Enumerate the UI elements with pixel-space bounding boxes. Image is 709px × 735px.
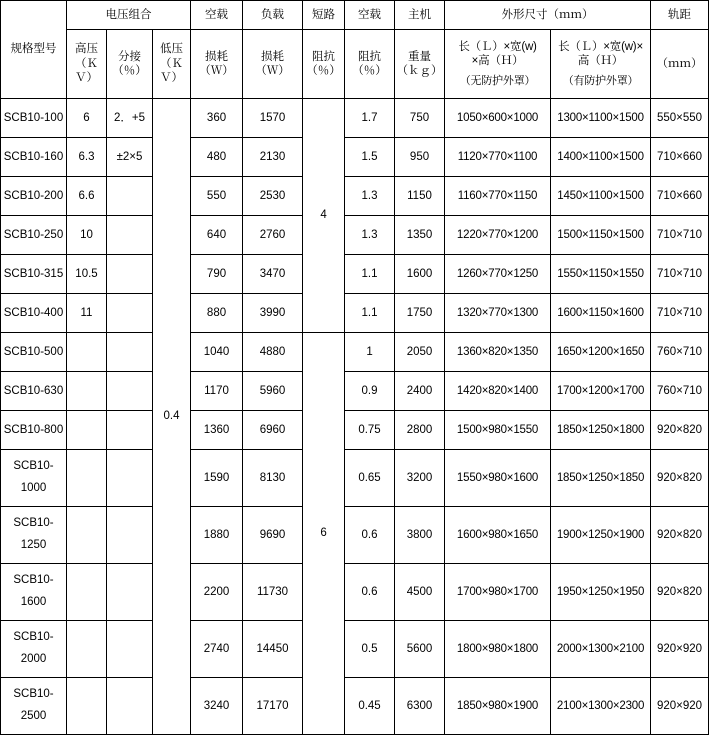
cell-high-voltage bbox=[67, 411, 107, 450]
cell-impedance-noload: 0.6 bbox=[345, 564, 395, 621]
cell-high-voltage: 6.3 bbox=[67, 138, 107, 177]
cell-no-load-loss: 1360 bbox=[191, 411, 243, 450]
cell-weight: 1350 bbox=[395, 216, 445, 255]
cell-tap bbox=[107, 255, 153, 294]
cell-track: 710×660 bbox=[651, 138, 709, 177]
cell-no-load-loss: 1040 bbox=[191, 333, 243, 372]
cell-dim-with-case: 1500×1150×1500 bbox=[551, 216, 651, 255]
header-impedance-short bbox=[303, 30, 345, 99]
cell-model: SCB10-160 bbox=[1, 138, 67, 177]
cell-no-load-loss: 1170 bbox=[191, 372, 243, 411]
cell-load-loss: 2760 bbox=[243, 216, 303, 255]
table-row bbox=[1, 138, 709, 177]
cell-model-line2: 1250 bbox=[20, 539, 47, 551]
cell-weight: 950 bbox=[395, 138, 445, 177]
header-weight bbox=[395, 30, 445, 99]
table-row bbox=[1, 333, 709, 372]
header-model: 规格型号 bbox=[1, 1, 67, 99]
cell-model-line1: SCB10- bbox=[13, 688, 54, 701]
cell-dim-no-case: 1550×980×1600 bbox=[445, 450, 551, 507]
header-impedance-short-line1: 阻抗 bbox=[312, 50, 336, 63]
cell-model bbox=[1, 450, 67, 507]
cell-model bbox=[1, 678, 67, 735]
cell-impedance-merged-6: 6 bbox=[303, 333, 345, 735]
cell-track: 710×660 bbox=[651, 177, 709, 216]
cell-dim-no-case: 1050×600×1000 bbox=[445, 99, 551, 138]
cell-high-voltage: 10.5 bbox=[67, 255, 107, 294]
cell-model bbox=[1, 507, 67, 564]
table-header-top-row bbox=[1, 1, 709, 30]
cell-tap: 2．+5 bbox=[107, 99, 153, 138]
cell-dim-with-case: 1300×1100×1500 bbox=[551, 99, 651, 138]
cell-high-voltage: 11 bbox=[67, 294, 107, 333]
cell-impedance-noload: 1.3 bbox=[345, 216, 395, 255]
header-no-load-1: 空载 bbox=[191, 1, 243, 30]
cell-track: 710×710 bbox=[651, 216, 709, 255]
header-impedance-noload-line1: 阻抗 bbox=[358, 50, 382, 63]
cell-model-line2: 2000 bbox=[20, 653, 47, 665]
header-no-load-loss-line1: 损耗 bbox=[205, 50, 229, 63]
cell-no-load-loss: 2200 bbox=[191, 564, 243, 621]
table-row bbox=[1, 564, 709, 621]
cell-dim-no-case: 1700×980×1700 bbox=[445, 564, 551, 621]
cell-high-voltage bbox=[67, 450, 107, 507]
cell-no-load-loss: 1880 bbox=[191, 507, 243, 564]
cell-load-loss: 17170 bbox=[243, 678, 303, 735]
cell-model-line2: 1000 bbox=[20, 482, 47, 494]
cell-dim-with-case: 1450×1100×1500 bbox=[551, 177, 651, 216]
header-no-load-loss-line2: （Ｗ） bbox=[199, 65, 234, 77]
header-impedance-noload bbox=[345, 30, 395, 99]
cell-model: SCB10-100 bbox=[1, 99, 67, 138]
header-dim-no-case-line1: 长（Ｌ）×宽(w) bbox=[458, 40, 537, 53]
cell-impedance-noload: 1.7 bbox=[345, 99, 395, 138]
header-high-voltage-line2: （ＫＶ） bbox=[75, 57, 98, 85]
header-low-voltage-line1: 低压 bbox=[160, 43, 183, 56]
header-no-load-loss bbox=[191, 30, 243, 99]
cell-dim-no-case: 1420×820×1400 bbox=[445, 372, 551, 411]
header-dim-with-case-line2: 高（Ｈ） bbox=[577, 55, 624, 68]
cell-model: SCB10-630 bbox=[1, 372, 67, 411]
cell-dim-no-case: 1360×820×1350 bbox=[445, 333, 551, 372]
cell-tap bbox=[107, 177, 153, 216]
header-dim-no-case-line2: ×高（Ｈ） bbox=[471, 55, 524, 68]
cell-no-load-loss: 2740 bbox=[191, 621, 243, 678]
cell-track: 920×820 bbox=[651, 411, 709, 450]
header-load-loss-line2: （Ｗ） bbox=[255, 65, 290, 77]
header-voltage-group: 电压组合 bbox=[67, 1, 191, 30]
header-tap-line2: （％） bbox=[112, 65, 147, 77]
header-dim-with-case-line1: 长（Ｌ）×宽(w)× bbox=[558, 40, 643, 53]
cell-no-load-loss: 480 bbox=[191, 138, 243, 177]
cell-no-load-loss: 790 bbox=[191, 255, 243, 294]
cell-impedance-noload: 0.65 bbox=[345, 450, 395, 507]
cell-dim-with-case: 1600×1150×1600 bbox=[551, 294, 651, 333]
cell-weight: 2050 bbox=[395, 333, 445, 372]
header-tap-line1: 分接 bbox=[118, 50, 141, 63]
cell-load-loss: 14450 bbox=[243, 621, 303, 678]
cell-track: 920×820 bbox=[651, 507, 709, 564]
header-dim-with-case-line3: （有防护外罩） bbox=[562, 74, 639, 87]
cell-dim-no-case: 1800×980×1800 bbox=[445, 621, 551, 678]
cell-dim-no-case: 1500×980×1550 bbox=[445, 411, 551, 450]
cell-model bbox=[1, 621, 67, 678]
cell-dim-with-case: 1900×1250×1900 bbox=[551, 507, 651, 564]
cell-dim-no-case: 1600×980×1650 bbox=[445, 507, 551, 564]
cell-impedance-noload: 1.1 bbox=[345, 255, 395, 294]
cell-high-voltage bbox=[67, 333, 107, 372]
cell-model: SCB10-800 bbox=[1, 411, 67, 450]
cell-tap bbox=[107, 294, 153, 333]
cell-model-line2: 2500 bbox=[20, 710, 47, 722]
cell-tap bbox=[107, 678, 153, 735]
cell-tap bbox=[107, 507, 153, 564]
cell-load-loss: 3990 bbox=[243, 294, 303, 333]
header-dim-no-case-line3: （无防护外罩） bbox=[459, 74, 536, 87]
table-row bbox=[1, 411, 709, 450]
header-weight-line1: 重量 bbox=[408, 50, 432, 63]
cell-no-load-loss: 550 bbox=[191, 177, 243, 216]
header-main-body: 主机 bbox=[395, 1, 445, 30]
cell-no-load-loss: 1590 bbox=[191, 450, 243, 507]
cell-model: SCB10-500 bbox=[1, 333, 67, 372]
table-row bbox=[1, 177, 709, 216]
header-low-voltage-line2: （ＫＶ） bbox=[160, 57, 183, 85]
cell-high-voltage bbox=[67, 507, 107, 564]
cell-model-line1: SCB10- bbox=[13, 460, 54, 473]
cell-load-loss: 8130 bbox=[243, 450, 303, 507]
cell-impedance-noload: 0.5 bbox=[345, 621, 395, 678]
cell-dim-with-case: 1700×1200×1700 bbox=[551, 372, 651, 411]
header-high-voltage-line1: 高压 bbox=[75, 43, 98, 56]
table-row bbox=[1, 216, 709, 255]
cell-tap bbox=[107, 450, 153, 507]
cell-dim-with-case: 1650×1200×1650 bbox=[551, 333, 651, 372]
cell-high-voltage: 6 bbox=[67, 99, 107, 138]
cell-dim-with-case: 2000×1300×2100 bbox=[551, 621, 651, 678]
cell-track: 920×820 bbox=[651, 450, 709, 507]
cell-model bbox=[1, 564, 67, 621]
table-row bbox=[1, 372, 709, 411]
cell-weight: 3200 bbox=[395, 450, 445, 507]
header-load: 负载 bbox=[243, 1, 303, 30]
cell-dim-with-case: 1850×1250×1850 bbox=[551, 450, 651, 507]
cell-high-voltage: 10 bbox=[67, 216, 107, 255]
cell-weight: 2800 bbox=[395, 411, 445, 450]
cell-impedance-noload: 0.45 bbox=[345, 678, 395, 735]
cell-high-voltage bbox=[67, 678, 107, 735]
cell-impedance-merged-4: 4 bbox=[303, 99, 345, 333]
cell-impedance-noload: 0.75 bbox=[345, 411, 395, 450]
cell-weight: 1150 bbox=[395, 177, 445, 216]
table-row bbox=[1, 507, 709, 564]
table-row bbox=[1, 255, 709, 294]
cell-low-voltage-merged: 0.4 bbox=[153, 99, 191, 735]
cell-load-loss: 9690 bbox=[243, 507, 303, 564]
table-row bbox=[1, 294, 709, 333]
header-track-distance: 轨距 bbox=[651, 1, 709, 30]
cell-model-line1: SCB10- bbox=[13, 517, 54, 530]
cell-track: 920×820 bbox=[651, 564, 709, 621]
header-tap bbox=[107, 30, 153, 99]
cell-impedance-noload: 1.3 bbox=[345, 177, 395, 216]
cell-weight: 750 bbox=[395, 99, 445, 138]
cell-dim-no-case: 1120×770×1100 bbox=[445, 138, 551, 177]
cell-tap: ±2×5 bbox=[107, 138, 153, 177]
cell-tap bbox=[107, 372, 153, 411]
header-dim-with-case bbox=[551, 30, 651, 99]
cell-dim-with-case: 2100×1300×2300 bbox=[551, 678, 651, 735]
table-header-sub-row bbox=[1, 30, 709, 99]
cell-dim-with-case: 1950×1250×1950 bbox=[551, 564, 651, 621]
header-load-loss-line1: 损耗 bbox=[261, 50, 285, 63]
header-dim-no-case bbox=[445, 30, 551, 99]
cell-track: 710×710 bbox=[651, 294, 709, 333]
header-high-voltage bbox=[67, 30, 107, 99]
table-row bbox=[1, 450, 709, 507]
cell-tap bbox=[107, 621, 153, 678]
cell-load-loss: 5960 bbox=[243, 372, 303, 411]
cell-high-voltage bbox=[67, 564, 107, 621]
header-track-unit-line: （ｍｍ） bbox=[656, 57, 703, 70]
cell-weight: 5600 bbox=[395, 621, 445, 678]
cell-impedance-noload: 1.1 bbox=[345, 294, 395, 333]
cell-load-loss: 6960 bbox=[243, 411, 303, 450]
cell-load-loss: 2530 bbox=[243, 177, 303, 216]
cell-tap bbox=[107, 216, 153, 255]
cell-high-voltage: 6.6 bbox=[67, 177, 107, 216]
cell-model-line1: SCB10- bbox=[13, 574, 54, 587]
cell-model: SCB10-315 bbox=[1, 255, 67, 294]
header-no-load-2: 空载 bbox=[345, 1, 395, 30]
cell-tap bbox=[107, 411, 153, 450]
cell-track: 760×710 bbox=[651, 333, 709, 372]
cell-load-loss: 11730 bbox=[243, 564, 303, 621]
table-row bbox=[1, 99, 709, 138]
cell-model: SCB10-250 bbox=[1, 216, 67, 255]
cell-load-loss: 4880 bbox=[243, 333, 303, 372]
cell-model: SCB10-200 bbox=[1, 177, 67, 216]
cell-no-load-loss: 360 bbox=[191, 99, 243, 138]
cell-dim-no-case: 1160×770×1150 bbox=[445, 177, 551, 216]
header-weight-line2: （ｋｇ） bbox=[396, 65, 443, 77]
cell-weight: 4500 bbox=[395, 564, 445, 621]
cell-weight: 3800 bbox=[395, 507, 445, 564]
table-row bbox=[1, 621, 709, 678]
cell-dim-no-case: 1850×980×1900 bbox=[445, 678, 551, 735]
cell-no-load-loss: 640 bbox=[191, 216, 243, 255]
header-short-circuit: 短路 bbox=[303, 1, 345, 30]
cell-load-loss: 2130 bbox=[243, 138, 303, 177]
cell-dim-no-case: 1260×770×1250 bbox=[445, 255, 551, 294]
cell-track: 920×920 bbox=[651, 678, 709, 735]
cell-tap bbox=[107, 564, 153, 621]
cell-load-loss: 3470 bbox=[243, 255, 303, 294]
cell-model-line1: SCB10- bbox=[13, 631, 54, 644]
table-row bbox=[1, 678, 709, 735]
cell-dim-with-case: 1850×1250×1800 bbox=[551, 411, 651, 450]
cell-dim-no-case: 1320×770×1300 bbox=[445, 294, 551, 333]
cell-impedance-noload: 0.9 bbox=[345, 372, 395, 411]
cell-weight: 2400 bbox=[395, 372, 445, 411]
cell-impedance-noload: 0.6 bbox=[345, 507, 395, 564]
cell-no-load-loss: 3240 bbox=[191, 678, 243, 735]
cell-model: SCB10-400 bbox=[1, 294, 67, 333]
header-impedance-noload-line2: （％） bbox=[352, 65, 387, 77]
cell-track: 710×710 bbox=[651, 255, 709, 294]
cell-model-line2: 1600 bbox=[20, 596, 47, 608]
cell-dim-no-case: 1220×770×1200 bbox=[445, 216, 551, 255]
cell-track: 550×550 bbox=[651, 99, 709, 138]
cell-weight: 1600 bbox=[395, 255, 445, 294]
cell-impedance-noload: 1 bbox=[345, 333, 395, 372]
header-load-loss bbox=[243, 30, 303, 99]
cell-dim-with-case: 1550×1150×1550 bbox=[551, 255, 651, 294]
header-impedance-short-line2: （％） bbox=[306, 65, 341, 77]
cell-weight: 6300 bbox=[395, 678, 445, 735]
cell-high-voltage bbox=[67, 621, 107, 678]
cell-dim-with-case: 1400×1100×1500 bbox=[551, 138, 651, 177]
cell-weight: 1750 bbox=[395, 294, 445, 333]
cell-tap bbox=[107, 333, 153, 372]
cell-track: 920×920 bbox=[651, 621, 709, 678]
cell-load-loss: 1570 bbox=[243, 99, 303, 138]
header-low-voltage bbox=[153, 30, 191, 99]
cell-track: 760×710 bbox=[651, 372, 709, 411]
header-outline-dims: 外形尺寸（ｍｍ） bbox=[445, 1, 651, 30]
cell-high-voltage bbox=[67, 372, 107, 411]
cell-no-load-loss: 880 bbox=[191, 294, 243, 333]
header-track-unit bbox=[651, 30, 709, 99]
cell-impedance-noload: 1.5 bbox=[345, 138, 395, 177]
